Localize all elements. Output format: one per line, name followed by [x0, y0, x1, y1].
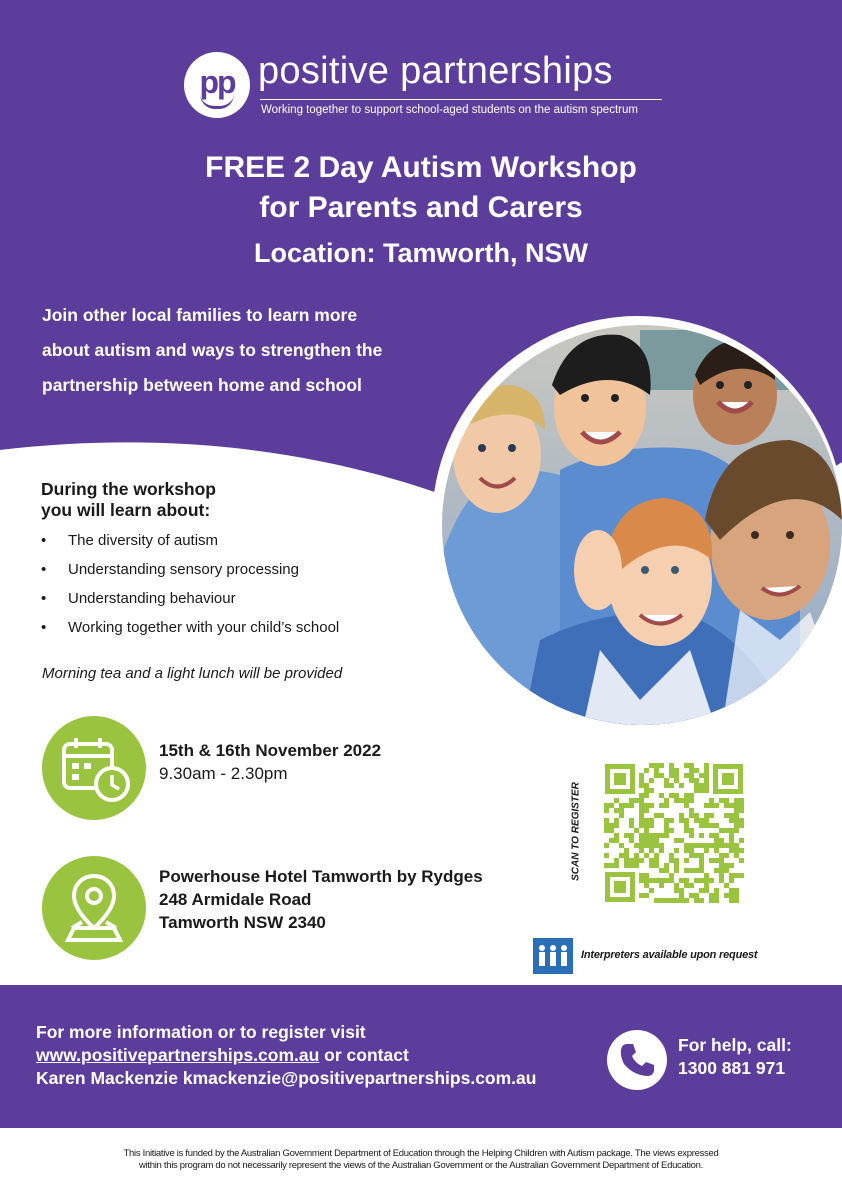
- learn-heading-line1: During the workshop: [41, 479, 216, 499]
- event-time: 9.30am - 2.30pm: [159, 764, 288, 783]
- list-item: • Understanding behaviour: [41, 590, 236, 607]
- help-phone[interactable]: 1300 881 971: [678, 1058, 786, 1078]
- venue-city: Tamworth NSW 2340: [159, 913, 326, 932]
- page-title-line2: for Parents and Carers: [259, 191, 583, 224]
- list-item: • The diversity of autism: [41, 532, 219, 549]
- intro-line1: Join other local families to learn more: [42, 305, 358, 325]
- contact-email-link[interactable]: kmackenzie@positivepartnerships.com.au: [182, 1068, 537, 1088]
- help-label: For help, call:: [678, 1035, 792, 1055]
- list-item: • Working together with your child’s school: [41, 619, 340, 636]
- event-date: 15th & 16th November 2022: [159, 741, 382, 760]
- funding-disclaimer: [20, 1148, 822, 1172]
- brand-name: positive partnerships: [258, 50, 613, 92]
- catering-note: Morning tea and a light lunch will be provided: [42, 665, 343, 682]
- learn-heading: [41, 479, 216, 521]
- brand-tagline: Working together to support school-aged students on the autism spectrum: [261, 104, 638, 116]
- learn-heading-line2: you will learn about:: [41, 500, 211, 520]
- scan-to-register-label: SCAN TO REGISTER: [570, 782, 582, 881]
- location-pin-icon: [42, 856, 146, 960]
- disclaimer-line2: within this program do not necessarily represent the views of the Australian Government or the Australian Government Department of Education.: [139, 1160, 703, 1171]
- brand-logo-mark: pp: [184, 52, 250, 118]
- calendar-clock-icon: [42, 716, 146, 820]
- learn-list: [41, 532, 339, 648]
- page-title-line1: FREE 2 Day Autism Workshop: [205, 151, 637, 184]
- more-info: [36, 1021, 536, 1090]
- interpreters-note: Interpreters available upon request: [581, 949, 758, 961]
- interpreter-icon: [533, 938, 573, 974]
- website-link[interactable]: www.positivepartnerships.com.au: [36, 1045, 320, 1065]
- intro-line3: partnership between home and school: [42, 375, 362, 395]
- info-line3: [36, 1067, 536, 1090]
- phone-icon: [607, 1030, 667, 1090]
- contact-name: Karen Mackenzie: [36, 1068, 179, 1088]
- info-line2: [36, 1044, 536, 1067]
- info-contact-suffix: or contact: [319, 1045, 409, 1065]
- list-item: • Understanding sensory processing: [41, 561, 299, 578]
- location-heading: Location: Tamworth, NSW: [254, 238, 588, 268]
- help-contact: [678, 1034, 792, 1080]
- intro-line2: about autism and ways to strengthen the: [42, 340, 383, 360]
- info-line1: For more information or to register visit: [36, 1022, 366, 1042]
- venue-street: 248 Armidale Road: [159, 890, 312, 909]
- disclaimer-line1: This Initiative is funded by the Australian Government Department of Education through the Helping Children with Autism package. The views expressed: [123, 1148, 719, 1159]
- register-qr-code[interactable]: [603, 762, 745, 904]
- logo-divider: [260, 99, 662, 100]
- venue-name: Powerhouse Hotel Tamworth by Rydges: [159, 867, 483, 886]
